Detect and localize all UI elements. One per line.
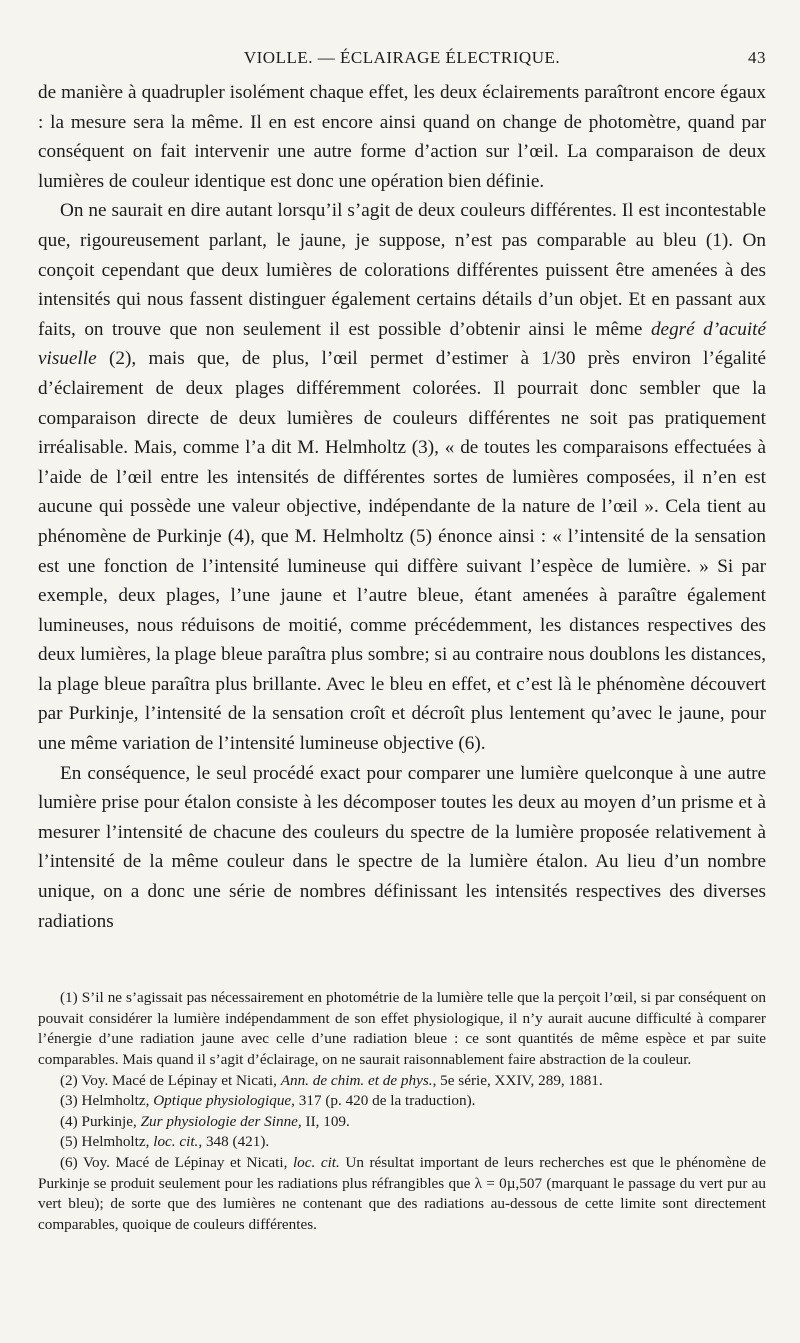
footnote-3-part-a: (3) Helmholtz,	[60, 1092, 154, 1110]
paragraph-2-part-a: On ne saurait en dire autant lorsqu’il s’agit de deux couleurs différentes. Il est incontestable que, rigoureusement parlant, le jaune, je suppose, n’est pas comparable au bleu (1). On conçoit cependant que deux lumières de colorations différentes puissent être amenées à des intensités qui nous fassent distinguer également certains détails d’un objet. Et en passant aux faits, on trouve que non seulement il est possible d’obtenir ainsi le même	[38, 200, 766, 340]
footnote-6-part-a: (6) Voy. Macé de Lépinay et Nicati,	[60, 1153, 293, 1171]
footnote-4-part-a: (4) Purkinje,	[60, 1112, 141, 1130]
footnote-6-title: loc. cit.	[292, 1153, 340, 1171]
footnote-5-part-b: 348 (421).	[202, 1133, 270, 1151]
paragraph-1: de manière à quadrupler isolément chaque effet, les deux éclairements paraîtront encore égaux : la mesure sera la même. Il en est encore ainsi quand on change de photomètre, quand par conséquent on fait intervenir une autre forme d’action sur l’œil. La comparaison de deux lumières de couleur identique est donc une opération bien définie.	[38, 82, 766, 192]
footnote-4-title: Zur physiologie der Sinne,	[140, 1112, 302, 1130]
main-text	[38, 78, 766, 936]
footnote-2-title: Ann. de chim. et de phys.	[280, 1071, 433, 1089]
paragraph-2	[38, 196, 766, 758]
page-number: 43	[748, 48, 766, 67]
footnote-5-part-a: (5) Helmholtz,	[60, 1133, 154, 1151]
footnote-5-title: loc. cit.,	[153, 1133, 203, 1151]
footnote-4-part-b: II, 109.	[301, 1112, 350, 1130]
footnote-3-part-b: 317 (p. 420 de la traduction).	[294, 1092, 476, 1110]
running-head	[38, 48, 766, 78]
running-title: VIOLLE. — ÉCLAIRAGE ÉLECTRIQUE.	[243, 48, 561, 67]
footnotes	[38, 988, 766, 1235]
footnote-1: (1) S’il ne s’agissait pas nécessairement en photométrie de la lumière telle que la perçoit l’œil, si par conséquent on pouvait considérer la lumière indépendamment de son effet physiologique, il n’y aurait aucune difficulté à comparer l’énergie d’une radiation jaune avec celle d’une radiation bleue : ce sont quantités de même espèce et par suite comparables. Mais quand il s’agit d’éclairage, on ne saurait raisonnablement faire abstraction de la couleur.	[38, 989, 766, 1068]
footnote-2-part-b: , 5e série, XXIV, 289, 1881.	[432, 1071, 603, 1089]
footnote-4	[38, 1112, 766, 1133]
footnote-3	[38, 1091, 766, 1112]
footnote-2-part-a: (2) Voy. Macé de Lépinay et Nicati,	[60, 1071, 281, 1089]
paragraph-2-emphasis: degré d’acuité visuelle	[38, 318, 767, 370]
paragraph-2-part-b: (2), mais que, de plus, l’œil permet d’estimer à 1/30 près environ l’égalité d’éclairement de deux plages différemment colorées. Il pourrait donc sembler que la comparaison directe de deux lumières de couleurs différentes ne soit pas pratiquement irréalisable. Mais, comme l’a dit M. Helmholtz (3), « de toutes les comparaisons effectuées à l’aide de l’œil entre les intensités de différentes sortes de lumières composées, il n’en est aucune qui possède une valeur objective, indépendante de la nature de l’œil ». Cela tient au phénomène de Purkinje (4), que M. Helmholtz (5) énonce ainsi : « l’intensité de la sensation est une fonction de l’intensité lumineuse qui diffère suivant l’espèce de lumière. » Si par exemple, deux plages, l’une jaune et l’autre bleue, étant amenées à paraître également lumineuses, nous réduisons de moitié, comme précédemment, les distances respectives des deux lumières, la plage bleue paraîtra plus sombre; si au contraire nous doublons les distances, la plage bleue paraîtra plus brillante. Avec le bleu en effet, et c’est là le phénomène découvert par Purkinje, l’intensité de la sensation croît et décroît plus lentement qu’avec le jaune, pour une même variation de l’intensité lumineuse objective (6).	[38, 348, 766, 755]
footnote-5	[38, 1132, 766, 1153]
footnote-2	[38, 1071, 766, 1092]
paragraph-3: En conséquence, le seul procédé exact pour comparer une lumière quelconque à une autre lumière prise pour étalon consiste à les décomposer toutes les deux au moyen d’un prisme et à mesurer l’intensité de chacune des couleurs du spectre de la lumière proposée relativement à l’intensité de la même couleur dans le spectre de la lumière étalon. Au lieu d’un nombre unique, on a donc une série de nombres définissant les intensités respectives des diverses radiations	[38, 762, 766, 932]
footnote-3-title: Optique physiologique,	[153, 1092, 295, 1110]
footnote-6-part-b: Un résultat important de leurs recherches est que le phénomène de Purkinje se produit seulement pour les radiations plus réfrangibles que λ = 0µ,507 (marquant le passage du vert pur au vert bleu); de sorte que des lumières ne contenant que des radiations au-dessous de cette limite sont directement comparables, quoique de couleurs différentes.	[38, 1153, 766, 1233]
footnote-6	[38, 1153, 766, 1235]
